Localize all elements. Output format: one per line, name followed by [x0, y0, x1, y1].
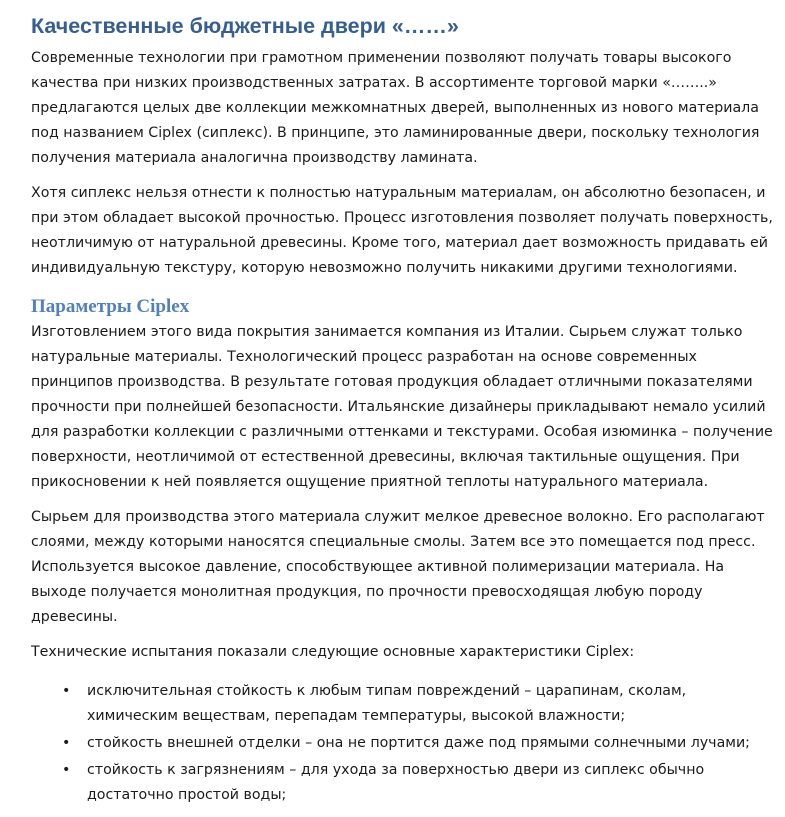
intro-paragraph-1: Современные технологии при грамотном применении позволяют получать товары высокого качества при низких производственных затратах. В ассортименте торговой марки «……..» предлагаются целых две коллекции межкомнатных дверей, выполненных из нового материала под названием Ciplex (сиплекс). В принципе, это ламинированные двери, поскольку технология получения материала аналогична производству ламината. — [31, 50, 760, 166]
section-paragraph-2: Сырьем для производства этого материала служит мелкое древесное волокно. Его располагают слоями, между которыми наносятся специальные смолы. Затем все это помещается под пресс. Используется высокое давление, способствующее активной полимеризации материала. На выходе получается монолитная продукция, по прочности превосходящая любую породу древесины. — [31, 509, 765, 625]
list-item-text: исключительная стойкость к любым типам повреждений – царапинам, сколам, химическим веществам, перепадам температуры, высокой влажности; — [87, 683, 687, 724]
bullet-icon: • — [62, 735, 71, 751]
intro-paragraph-2: Хотя сиплекс нельзя отнести к полностью натуральным материалам, он абсолютно безопасен, и при этом обладает высокой прочностью. Процесс изготовления позволяет получать поверхность, неотличимую от натуральной древесины. Кроме того, материал дает возможность придавать ей индивидуальную текстуру, которую невозможно получить никакими другими технологиями. — [31, 185, 773, 276]
list-item — [31, 731, 775, 756]
list-item — [31, 679, 775, 729]
page-title: Качественные бюджетные двери «……» — [31, 14, 459, 38]
bullet-icon: • — [62, 683, 71, 699]
section-paragraph-3: Технические испытания показали следующие основные характеристики Ciplex: — [31, 644, 635, 660]
list-item-text: стойкость внешней отделки – она не портится даже под прямыми солнечными лучами; — [87, 735, 750, 751]
list-item — [31, 758, 775, 808]
section-paragraph-1: Изготовлением этого вида покрытия занимается компания из Италии. Сырьем служат только натуральные материалы. Технологический процесс разработан на основе современных принципов производства. В результате готовая продукция обладает отличными показателями прочности при полнейшей безопасности. Итальянские дизайнеры прикладывают немало усилий для разработки коллекции с различными оттенками и текстурами. Особая изюминка – получение поверхности, неотличимой от естественной древесины, включая тактильные ощущения. При прикосновении к ней появляется ощущение приятной теплоты натурального материала. — [31, 324, 773, 490]
characteristics-list — [31, 679, 775, 808]
section-heading: Параметры Ciplex — [31, 296, 190, 317]
document-page — [31, 10, 775, 808]
list-item-text: стойкость к загрязнениям – для ухода за поверхностью двери из сиплекс обычно достаточно простой воды; — [87, 762, 705, 803]
bullet-icon: • — [62, 762, 71, 778]
